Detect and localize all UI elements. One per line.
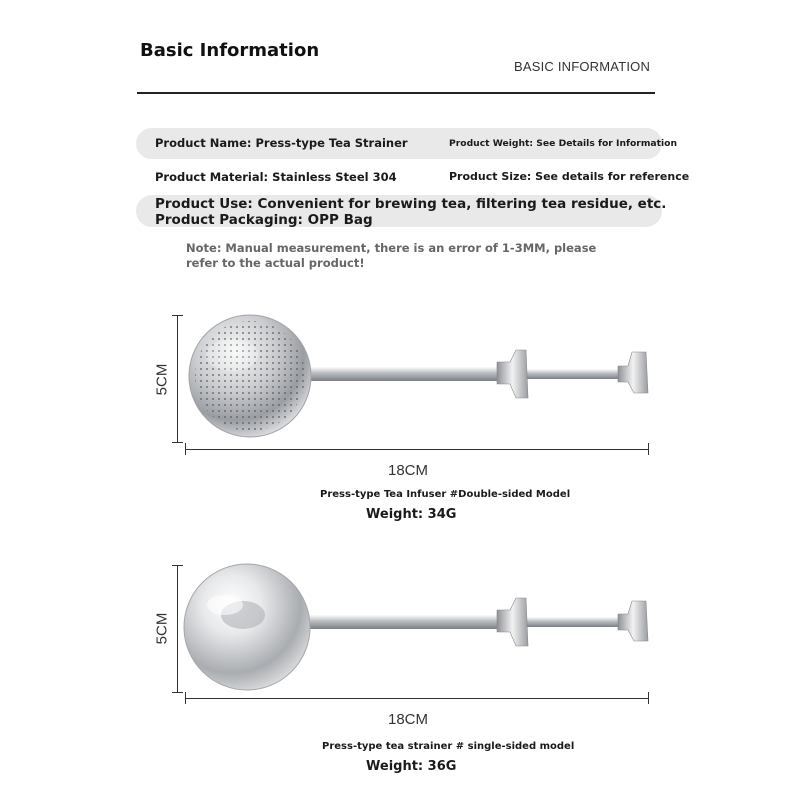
length-dimension-line (185, 698, 649, 699)
product-material: Product Material: Stainless Steel 304 (155, 170, 397, 184)
product-name: Product Name: Press-type Tea Strainer (155, 136, 408, 150)
product-weight-value: Weight: 36G (366, 759, 457, 774)
length-tick-left (185, 692, 186, 704)
product-size: Product Size: See details for reference (449, 170, 690, 183)
product-caption: Press-type tea strainer # single-sided model (322, 741, 575, 752)
length-label: 18CM (388, 462, 429, 479)
product-caption: Press-type Tea Infuser #Double-sided Model (320, 489, 571, 500)
height-tick-top (172, 565, 183, 566)
measurement-note: Note: Manual measurement, there is an error of 1-3MM, please refer to the actual product! (186, 241, 597, 270)
product-weight: Product Weight: See Details for Information (449, 138, 677, 149)
height-label: 5CM (153, 363, 171, 396)
product-weight-value: Weight: 34G (366, 507, 457, 522)
length-tick-right (648, 692, 649, 704)
length-dimension-line (185, 449, 649, 450)
length-tick-right (648, 443, 649, 455)
product-use: Product Use: Convenient for brewing tea, filtering tea residue, etc. (155, 196, 667, 212)
height-label: 5CM (153, 612, 171, 645)
height-tick-bottom (172, 692, 183, 693)
product-packaging: Product Packaging: OPP Bag (155, 212, 373, 228)
height-dimension-line (177, 565, 178, 693)
page-title: Basic Information (140, 40, 320, 61)
page-subtitle: BASIC INFORMATION (514, 59, 651, 74)
length-label: 18CM (388, 711, 429, 728)
length-tick-left (185, 443, 186, 455)
